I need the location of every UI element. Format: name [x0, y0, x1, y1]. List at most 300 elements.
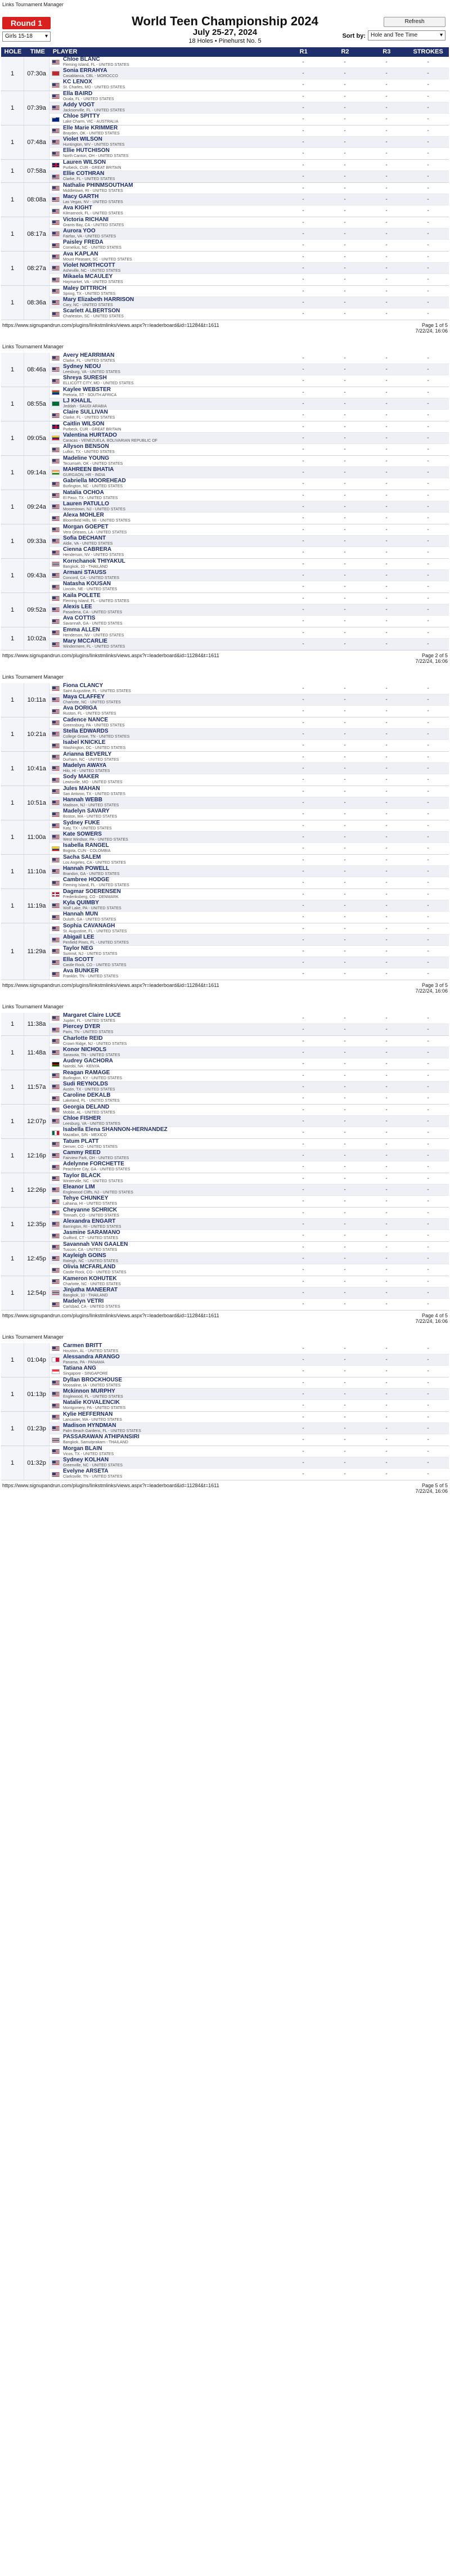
- player-row[interactable]: [50, 1469, 449, 1480]
- player-cell[interactable]: [50, 524, 282, 535]
- player-name[interactable]: Madelyn VETRI: [63, 1298, 104, 1304]
- player-cell[interactable]: [50, 467, 282, 478]
- player-row[interactable]: [50, 524, 449, 536]
- player-row[interactable]: [50, 1412, 449, 1423]
- player-name[interactable]: Caroline DEKALB: [63, 1092, 111, 1098]
- sort-select[interactable]: [368, 30, 446, 41]
- player-row[interactable]: [50, 308, 449, 320]
- player-cell[interactable]: [50, 639, 282, 650]
- player-name[interactable]: Hannah POWELL: [63, 865, 110, 872]
- player-row[interactable]: [50, 125, 449, 137]
- player-cell[interactable]: [50, 604, 282, 615]
- player-name[interactable]: Hannah MUN: [63, 911, 98, 917]
- player-row[interactable]: [50, 1196, 449, 1207]
- player-row[interactable]: [50, 205, 449, 217]
- player-name[interactable]: Maley DITTRICH: [63, 285, 107, 291]
- player-name[interactable]: Ava COTTIS: [63, 615, 96, 621]
- player-name[interactable]: Carmen BRITT: [63, 1342, 102, 1349]
- player-cell[interactable]: [50, 433, 282, 443]
- player-name[interactable]: Chloe SPITTY: [63, 113, 100, 119]
- col-r3[interactable]: R3: [382, 48, 391, 55]
- player-cell[interactable]: [50, 866, 282, 877]
- player-row[interactable]: [50, 68, 449, 79]
- player-cell[interactable]: [50, 1400, 282, 1411]
- player-row[interactable]: [50, 364, 449, 375]
- player-cell[interactable]: [50, 444, 282, 455]
- player-row[interactable]: [50, 387, 449, 398]
- player-name[interactable]: Madelyn AWAYA: [63, 762, 107, 769]
- player-cell[interactable]: [50, 683, 282, 694]
- player-name[interactable]: Caitlin WILSON: [63, 420, 105, 427]
- player-cell[interactable]: [50, 957, 282, 968]
- player-cell[interactable]: [50, 501, 282, 512]
- player-row[interactable]: [50, 1036, 449, 1047]
- player-row[interactable]: [50, 478, 449, 490]
- player-row[interactable]: [50, 240, 449, 251]
- player-row[interactable]: [50, 752, 449, 763]
- player-name[interactable]: Kate SOWERS: [63, 831, 102, 837]
- player-name[interactable]: Armani STAUSS: [63, 569, 107, 576]
- col-strokes[interactable]: STROKES: [413, 48, 443, 55]
- player-row[interactable]: [50, 1150, 449, 1161]
- player-cell[interactable]: [50, 1219, 282, 1229]
- player-cell[interactable]: [50, 1150, 282, 1161]
- player-cell[interactable]: [50, 694, 282, 705]
- player-name[interactable]: Kornchanok THIYAKUL: [63, 558, 125, 564]
- player-name[interactable]: Jules MAHAN: [63, 785, 100, 792]
- player-name[interactable]: Mary MCCARLIE: [63, 638, 107, 644]
- player-row[interactable]: [50, 639, 449, 650]
- player-cell[interactable]: [50, 1457, 282, 1468]
- player-name[interactable]: Savannah VAN GAALEN: [63, 1241, 128, 1247]
- player-cell[interactable]: [50, 1081, 282, 1092]
- player-cell[interactable]: [50, 843, 282, 854]
- player-cell[interactable]: [50, 536, 282, 546]
- player-row[interactable]: [50, 717, 449, 729]
- player-row[interactable]: [50, 1047, 449, 1058]
- player-cell[interactable]: [50, 889, 282, 900]
- player-name[interactable]: Shreya SURESH: [63, 375, 107, 381]
- player-name[interactable]: Gabriella MOOREHEAD: [63, 478, 126, 484]
- player-cell[interactable]: [50, 456, 282, 466]
- player-name[interactable]: Madison HYNDMAN: [63, 1422, 116, 1429]
- player-cell[interactable]: [50, 1208, 282, 1218]
- player-cell[interactable]: [50, 752, 282, 762]
- player-row[interactable]: [50, 114, 449, 125]
- player-row[interactable]: [50, 694, 449, 706]
- col-r2[interactable]: R2: [341, 48, 349, 55]
- player-name[interactable]: Sydney NEOU: [63, 363, 101, 370]
- player-row[interactable]: [50, 593, 449, 604]
- player-name[interactable]: Audrey GACHORA: [63, 1058, 113, 1064]
- player-name[interactable]: Mary Elizabeth HARRISON: [63, 296, 134, 303]
- player-cell[interactable]: [50, 478, 282, 490]
- player-cell[interactable]: [50, 102, 282, 113]
- player-row[interactable]: [50, 1070, 449, 1081]
- player-name[interactable]: Isabella Elena SHANNON-HERNANDEZ: [63, 1127, 168, 1133]
- player-name[interactable]: Charlotte REID: [63, 1035, 103, 1042]
- player-cell[interactable]: [50, 559, 282, 569]
- refresh-button[interactable]: Refresh: [384, 17, 446, 27]
- player-cell[interactable]: [50, 1366, 282, 1377]
- player-row[interactable]: [50, 217, 449, 228]
- player-name[interactable]: Dagmar SOERENSEN: [63, 888, 121, 895]
- player-cell[interactable]: [50, 1423, 282, 1434]
- player-cell[interactable]: [50, 1013, 282, 1024]
- player-name[interactable]: Ava BUNKER: [63, 968, 99, 974]
- player-name[interactable]: Adelynne FORCHETTE: [63, 1161, 124, 1167]
- player-row[interactable]: [50, 832, 449, 843]
- player-cell[interactable]: [50, 375, 282, 387]
- player-row[interactable]: [50, 148, 449, 159]
- player-row[interactable]: [50, 1457, 449, 1469]
- player-name[interactable]: Aurora YOO: [63, 227, 96, 234]
- player-name[interactable]: Jasmine SARAMANO: [63, 1229, 120, 1236]
- player-row[interactable]: [50, 616, 449, 627]
- player-name[interactable]: MAHREEN BHATIA: [63, 466, 114, 473]
- player-name[interactable]: Konor NICHOLS: [63, 1046, 107, 1053]
- player-name[interactable]: Morgan GOEPET: [63, 523, 109, 530]
- player-row[interactable]: [50, 1105, 449, 1116]
- player-row[interactable]: [50, 1013, 449, 1024]
- player-row[interactable]: [50, 763, 449, 774]
- player-row[interactable]: [50, 57, 449, 68]
- player-cell[interactable]: [50, 855, 282, 865]
- player-cell[interactable]: [50, 820, 282, 831]
- player-cell[interactable]: [50, 353, 282, 363]
- player-name[interactable]: Piercey DYER: [63, 1024, 101, 1030]
- player-row[interactable]: [50, 91, 449, 102]
- print-url[interactable]: https://www.signupandrun.com/plugins/linkstmlinks/views.aspx?r=leaderboard&id=11284&t=1611: [2, 982, 219, 988]
- player-row[interactable]: [50, 490, 449, 501]
- player-cell[interactable]: [50, 717, 282, 728]
- player-row[interactable]: [50, 957, 449, 968]
- player-row[interactable]: [50, 581, 449, 593]
- player-cell[interactable]: [50, 1058, 282, 1070]
- player-row[interactable]: [50, 444, 449, 455]
- player-row[interactable]: [50, 559, 449, 570]
- player-row[interactable]: [50, 968, 449, 980]
- player-row[interactable]: [50, 877, 449, 888]
- player-cell[interactable]: [50, 1127, 282, 1138]
- player-cell[interactable]: [50, 1116, 282, 1127]
- player-cell[interactable]: [50, 1173, 282, 1184]
- player-cell[interactable]: [50, 740, 282, 751]
- player-row[interactable]: [50, 627, 449, 639]
- player-name[interactable]: Mikaela MCAULEY: [63, 273, 113, 280]
- round-badge[interactable]: Round 1: [2, 17, 51, 29]
- player-name[interactable]: Ava KAPLAN: [63, 250, 98, 257]
- player-name[interactable]: Ella SCOTT: [63, 956, 94, 963]
- player-cell[interactable]: [50, 68, 282, 79]
- player-name[interactable]: KC LENOX: [63, 79, 92, 85]
- player-row[interactable]: [50, 79, 449, 91]
- player-cell[interactable]: [50, 297, 282, 308]
- player-name[interactable]: Ella BAIRD: [63, 90, 93, 97]
- player-name[interactable]: Hannah WEBB: [63, 796, 102, 803]
- player-row[interactable]: [50, 102, 449, 114]
- player-cell[interactable]: [50, 1036, 282, 1047]
- player-name[interactable]: Natasha KOUSAN: [63, 581, 111, 587]
- player-row[interactable]: [50, 1093, 449, 1104]
- print-url[interactable]: https://www.signupandrun.com/plugins/linkstmlinks/views.aspx?r=leaderboard&id=11284&t=1611: [2, 653, 219, 658]
- player-cell[interactable]: [50, 308, 282, 320]
- player-row[interactable]: [50, 160, 449, 171]
- player-name[interactable]: Kameron KOHUTEK: [63, 1275, 117, 1282]
- player-name[interactable]: Jinjutha MANEERAT: [63, 1286, 118, 1293]
- player-cell[interactable]: [50, 1354, 282, 1365]
- player-cell[interactable]: [50, 137, 282, 147]
- player-name[interactable]: Natalie KOVALENCIK: [63, 1399, 120, 1406]
- player-row[interactable]: [50, 1377, 449, 1389]
- player-row[interactable]: [50, 1219, 449, 1230]
- player-name[interactable]: Violet NORTHCOTT: [63, 262, 115, 268]
- player-row[interactable]: [50, 820, 449, 832]
- player-name[interactable]: LJ KHALIL: [63, 397, 92, 404]
- player-name[interactable]: Victoria RICHANI: [63, 216, 109, 223]
- player-name[interactable]: Alessandra ARANGO: [63, 1353, 120, 1360]
- player-name[interactable]: Evelyne ARSETA: [63, 1468, 109, 1474]
- player-name[interactable]: Olivia MCFARLAND: [63, 1264, 116, 1270]
- player-cell[interactable]: [50, 912, 282, 923]
- player-cell[interactable]: [50, 286, 282, 297]
- player-row[interactable]: [50, 855, 449, 866]
- player-name[interactable]: Dyllan BROCKHOUSE: [63, 1376, 123, 1383]
- player-row[interactable]: [50, 1253, 449, 1264]
- player-cell[interactable]: [50, 570, 282, 581]
- player-name[interactable]: Reagan RAMAGE: [63, 1069, 110, 1076]
- player-row[interactable]: [50, 297, 449, 308]
- player-name[interactable]: Nathalie PHINMSOUTHAM: [63, 182, 133, 189]
- player-name[interactable]: Sophia CAVANAGH: [63, 922, 115, 929]
- player-cell[interactable]: [50, 125, 282, 136]
- player-row[interactable]: [50, 1081, 449, 1093]
- player-row[interactable]: [50, 1423, 449, 1434]
- player-row[interactable]: [50, 421, 449, 433]
- player-row[interactable]: [50, 375, 449, 387]
- player-name[interactable]: Macy GARTH: [63, 193, 99, 200]
- player-row[interactable]: [50, 1127, 449, 1138]
- player-name[interactable]: Sonia ERRAHYA: [63, 67, 107, 74]
- player-row[interactable]: [50, 467, 449, 478]
- player-cell[interactable]: [50, 1093, 282, 1104]
- player-cell[interactable]: [50, 79, 282, 91]
- player-name[interactable]: Tatum PLATT: [63, 1138, 99, 1145]
- player-name[interactable]: Valentina HURTADO: [63, 432, 117, 438]
- player-cell[interactable]: [50, 900, 282, 911]
- player-row[interactable]: [50, 900, 449, 912]
- col-time[interactable]: TIME: [30, 48, 45, 55]
- player-name[interactable]: Fiona CLANCY: [63, 682, 104, 689]
- player-cell[interactable]: [50, 148, 282, 159]
- player-cell[interactable]: [50, 114, 282, 125]
- player-name[interactable]: Margaret Claire LUCE: [63, 1012, 121, 1018]
- player-name[interactable]: Morgan BLAIN: [63, 1445, 102, 1452]
- player-cell[interactable]: [50, 364, 282, 375]
- player-cell[interactable]: [50, 1389, 282, 1399]
- player-row[interactable]: [50, 1161, 449, 1173]
- player-row[interactable]: [50, 935, 449, 946]
- player-name[interactable]: Sydney KOLHAN: [63, 1456, 109, 1463]
- player-name[interactable]: Madelyn SAVARY: [63, 808, 110, 814]
- player-cell[interactable]: [50, 1161, 282, 1173]
- player-cell[interactable]: [50, 490, 282, 501]
- player-row[interactable]: [50, 456, 449, 467]
- player-name[interactable]: Sudi REYNOLDS: [63, 1080, 109, 1087]
- player-cell[interactable]: [50, 627, 282, 638]
- player-cell[interactable]: [50, 160, 282, 170]
- player-cell[interactable]: [50, 1070, 282, 1081]
- player-row[interactable]: [50, 433, 449, 444]
- player-cell[interactable]: [50, 1412, 282, 1422]
- player-name[interactable]: Alexandra ENGART: [63, 1218, 116, 1224]
- player-cell[interactable]: [50, 398, 282, 409]
- player-cell[interactable]: [50, 1276, 282, 1287]
- player-name[interactable]: Tehye CHUNKEY: [63, 1195, 109, 1201]
- player-name[interactable]: Scarlett ALBERTSON: [63, 308, 120, 314]
- player-cell[interactable]: [50, 616, 282, 627]
- player-row[interactable]: [50, 1024, 449, 1035]
- player-name[interactable]: Natalia OCHOA: [63, 489, 104, 496]
- player-name[interactable]: Emma ALLEN: [63, 626, 100, 633]
- player-cell[interactable]: [50, 786, 282, 797]
- player-name[interactable]: Kaila POLETE: [63, 592, 101, 599]
- player-name[interactable]: Cheyanne SCHRICK: [63, 1206, 118, 1213]
- player-cell[interactable]: [50, 274, 282, 285]
- player-row[interactable]: [50, 774, 449, 786]
- player-cell[interactable]: [50, 774, 282, 786]
- player-name[interactable]: Ava DORIGA: [63, 705, 97, 711]
- player-cell[interactable]: [50, 228, 282, 239]
- player-row[interactable]: [50, 410, 449, 421]
- player-row[interactable]: [50, 786, 449, 797]
- player-name[interactable]: Tatiana ANG: [63, 1365, 96, 1371]
- player-row[interactable]: [50, 1400, 449, 1411]
- player-cell[interactable]: [50, 1105, 282, 1115]
- player-name[interactable]: Cienna CABRERA: [63, 546, 112, 553]
- player-row[interactable]: [50, 1208, 449, 1219]
- player-row[interactable]: [50, 923, 449, 935]
- player-name[interactable]: Maya CLAFFEY: [63, 693, 105, 700]
- player-row[interactable]: [50, 1366, 449, 1377]
- player-name[interactable]: Claire SULLIVAN: [63, 409, 108, 415]
- player-row[interactable]: [50, 1264, 449, 1276]
- player-cell[interactable]: [50, 923, 282, 934]
- player-cell[interactable]: [50, 421, 282, 432]
- player-row[interactable]: [50, 252, 449, 263]
- player-row[interactable]: [50, 274, 449, 285]
- player-name[interactable]: Sydney FUKE: [63, 819, 100, 826]
- player-cell[interactable]: [50, 547, 282, 558]
- player-row[interactable]: [50, 171, 449, 182]
- player-row[interactable]: [50, 843, 449, 854]
- player-cell[interactable]: [50, 91, 282, 102]
- player-name[interactable]: Paisley FREDA: [63, 239, 104, 245]
- player-name[interactable]: Lauren PATULLO: [63, 500, 109, 507]
- print-url[interactable]: https://www.signupandrun.com/plugins/linkstmlinks/views.aspx?r=leaderboard&id=11284&t=1611: [2, 1483, 219, 1488]
- player-name[interactable]: Violet WILSON: [63, 136, 102, 142]
- player-name[interactable]: Alexis LEE: [63, 603, 92, 610]
- player-name[interactable]: Stella EDWARDS: [63, 728, 109, 734]
- col-r1[interactable]: R1: [299, 48, 308, 55]
- player-row[interactable]: [50, 353, 449, 364]
- player-name[interactable]: Sofia DECHANT: [63, 535, 106, 541]
- player-cell[interactable]: [50, 581, 282, 593]
- player-row[interactable]: [50, 1276, 449, 1287]
- player-row[interactable]: [50, 1434, 449, 1446]
- player-name[interactable]: Elle Marie KRIMMER: [63, 124, 118, 131]
- player-row[interactable]: [50, 286, 449, 297]
- player-cell[interactable]: [50, 387, 282, 398]
- player-name[interactable]: Cambree HODGE: [63, 877, 110, 883]
- player-row[interactable]: [50, 1446, 449, 1457]
- player-row[interactable]: [50, 228, 449, 240]
- player-name[interactable]: Lauren WILSON: [63, 159, 106, 165]
- player-cell[interactable]: [50, 1343, 282, 1354]
- player-row[interactable]: [50, 809, 449, 820]
- player-name[interactable]: Sody MAKER: [63, 774, 99, 780]
- player-row[interactable]: [50, 912, 449, 923]
- player-cell[interactable]: [50, 729, 282, 739]
- player-name[interactable]: Alexa MOHLER: [63, 512, 104, 518]
- player-row[interactable]: [50, 1230, 449, 1241]
- player-row[interactable]: [50, 137, 449, 148]
- player-cell[interactable]: [50, 1253, 282, 1264]
- player-name[interactable]: Taylor NEG: [63, 945, 93, 952]
- player-row[interactable]: [50, 1287, 449, 1299]
- player-cell[interactable]: [50, 706, 282, 717]
- player-cell[interactable]: [50, 1024, 282, 1035]
- player-cell[interactable]: [50, 877, 282, 888]
- player-row[interactable]: [50, 1299, 449, 1310]
- player-cell[interactable]: [50, 1469, 282, 1480]
- player-row[interactable]: [50, 797, 449, 809]
- player-name[interactable]: Mckinnon MURPHY: [63, 1388, 115, 1394]
- player-cell[interactable]: [50, 1446, 282, 1457]
- player-cell[interactable]: [50, 1047, 282, 1058]
- player-row[interactable]: [50, 194, 449, 205]
- player-row[interactable]: [50, 866, 449, 877]
- player-cell[interactable]: [50, 263, 282, 273]
- division-select[interactable]: [2, 32, 51, 42]
- player-row[interactable]: [50, 1116, 449, 1127]
- player-row[interactable]: [50, 1058, 449, 1070]
- player-row[interactable]: [50, 263, 449, 274]
- player-cell[interactable]: [50, 1139, 282, 1150]
- player-row[interactable]: [50, 513, 449, 524]
- player-cell[interactable]: [50, 171, 282, 182]
- player-name[interactable]: Kaylee WEBSTER: [63, 386, 111, 393]
- player-name[interactable]: Avery HEARRIMAN: [63, 352, 115, 358]
- player-row[interactable]: [50, 1139, 449, 1150]
- player-name[interactable]: Ava KIGHT: [63, 205, 92, 211]
- player-name[interactable]: Madeline YOUNG: [63, 455, 110, 461]
- player-cell[interactable]: [50, 797, 282, 808]
- player-row[interactable]: [50, 740, 449, 751]
- player-row[interactable]: [50, 1242, 449, 1253]
- player-cell[interactable]: [50, 593, 282, 604]
- player-cell[interactable]: [50, 809, 282, 820]
- player-cell[interactable]: [50, 205, 282, 217]
- player-name[interactable]: Addy VOGT: [63, 101, 95, 108]
- player-row[interactable]: [50, 570, 449, 581]
- player-row[interactable]: [50, 729, 449, 740]
- player-name[interactable]: Kyla QUIMBY: [63, 899, 99, 906]
- player-cell[interactable]: [50, 1230, 282, 1241]
- player-row[interactable]: [50, 1389, 449, 1400]
- player-name[interactable]: Cadence NANCE: [63, 716, 109, 723]
- player-name[interactable]: Chloe BLANC: [63, 56, 100, 62]
